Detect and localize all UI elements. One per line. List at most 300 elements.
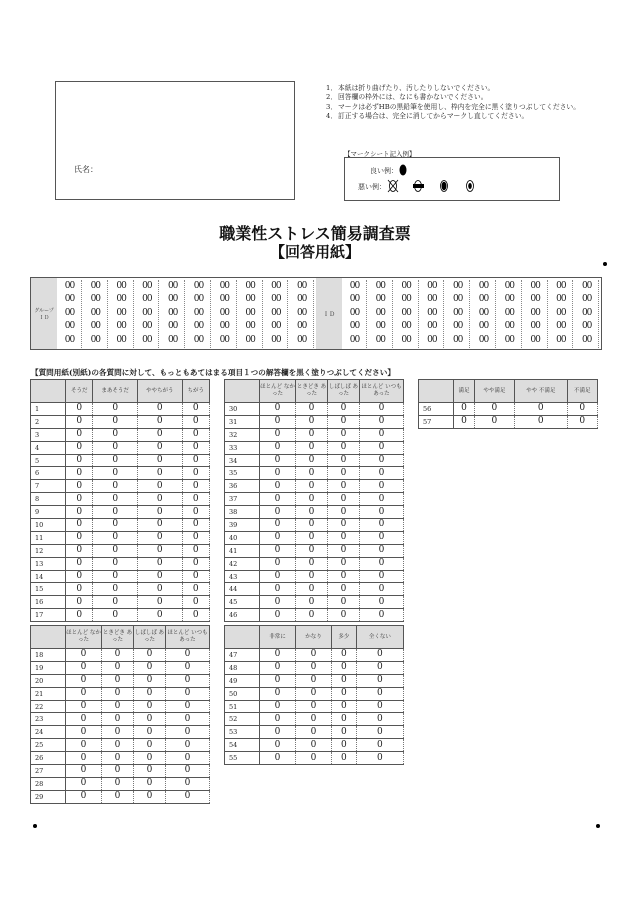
answer-bubble[interactable]: 0: [260, 583, 296, 596]
answer-bubble[interactable]: 0: [182, 480, 209, 493]
answer-bubble[interactable]: 0: [66, 428, 93, 441]
id-digit-column[interactable]: [343, 280, 367, 348]
id-bubble[interactable]: 00: [401, 334, 411, 345]
answer-bubble[interactable]: 0: [66, 441, 93, 454]
answer-bubble[interactable]: 0: [260, 531, 296, 544]
answer-bubble[interactable]: 0: [66, 700, 102, 713]
answer-bubble[interactable]: 0: [296, 570, 328, 583]
answer-bubble[interactable]: 0: [102, 765, 134, 778]
answer-bubble[interactable]: 0: [327, 428, 359, 441]
id-bubble[interactable]: 00: [375, 281, 386, 291]
answer-bubble[interactable]: 0: [93, 609, 138, 622]
id-bubble[interactable]: 00: [349, 294, 360, 305]
id-digit-column[interactable]: [549, 280, 573, 348]
answer-bubble[interactable]: 0: [296, 583, 328, 596]
answer-bubble[interactable]: 0: [567, 403, 597, 416]
answer-bubble[interactable]: 0: [133, 661, 165, 674]
answer-bubble[interactable]: 0: [66, 557, 93, 570]
answer-bubble[interactable]: 0: [66, 570, 93, 583]
answer-bubble[interactable]: 0: [93, 480, 138, 493]
answer-bubble[interactable]: 0: [182, 596, 209, 609]
answer-bubble[interactable]: 0: [93, 570, 138, 583]
answer-bubble[interactable]: 0: [66, 467, 93, 480]
answer-bubble[interactable]: 0: [93, 531, 138, 544]
answer-bubble[interactable]: 0: [260, 700, 296, 713]
answer-bubble[interactable]: 0: [137, 596, 182, 609]
answer-bubble[interactable]: 0: [137, 415, 182, 428]
answer-bubble[interactable]: 0: [102, 739, 134, 752]
answer-bubble[interactable]: 0: [182, 583, 209, 596]
answer-bubble[interactable]: 0: [93, 467, 138, 480]
answer-bubble[interactable]: 0: [66, 713, 102, 726]
id-bubble[interactable]: 00: [504, 321, 515, 332]
answer-bubble[interactable]: 0: [359, 441, 403, 454]
answer-bubble[interactable]: 0: [102, 674, 134, 687]
answer-bubble[interactable]: 0: [165, 790, 209, 803]
answer-bubble[interactable]: 0: [137, 544, 182, 557]
id-bubble[interactable]: 00: [296, 294, 307, 305]
answer-bubble[interactable]: 0: [356, 661, 403, 674]
answer-bubble[interactable]: 0: [359, 519, 403, 532]
id-bubble[interactable]: 00: [349, 321, 360, 332]
answer-table-2[interactable]: [30, 625, 210, 804]
answer-bubble[interactable]: 0: [332, 649, 357, 662]
answer-bubble[interactable]: 0: [296, 649, 332, 662]
id-bubble[interactable]: 00: [219, 307, 230, 318]
id-bubble[interactable]: 00: [478, 281, 489, 291]
answer-bubble[interactable]: 0: [137, 583, 182, 596]
id-bubble[interactable]: 00: [556, 294, 566, 305]
answer-bubble[interactable]: 0: [182, 609, 209, 622]
answer-bubble[interactable]: 0: [454, 415, 475, 428]
answer-bubble[interactable]: 0: [356, 687, 403, 700]
answer-bubble[interactable]: 0: [356, 649, 403, 662]
answer-bubble[interactable]: 0: [327, 493, 359, 506]
id-bubble[interactable]: 00: [245, 281, 255, 291]
answer-bubble[interactable]: 0: [260, 713, 296, 726]
id-bubble[interactable]: 00: [581, 321, 592, 332]
id-digit-column[interactable]: [524, 280, 548, 348]
answer-bubble[interactable]: 0: [296, 519, 328, 532]
answer-bubble[interactable]: 0: [137, 609, 182, 622]
id-digit-column[interactable]: [264, 280, 288, 348]
id-bubble[interactable]: 00: [116, 281, 126, 291]
id-bubble[interactable]: 00: [219, 294, 230, 305]
answer-bubble[interactable]: 0: [260, 557, 296, 570]
answer-bubble[interactable]: 0: [66, 790, 102, 803]
id-bubble[interactable]: 00: [116, 321, 126, 332]
id-digit-column[interactable]: [472, 280, 496, 348]
id-bubble[interactable]: 00: [193, 307, 204, 318]
id-digit-column[interactable]: [58, 280, 82, 348]
answer-table-1[interactable]: [30, 379, 210, 622]
id-bubble[interactable]: 00: [504, 307, 515, 318]
id-bubble[interactable]: 00: [271, 294, 281, 305]
answer-bubble[interactable]: 0: [327, 531, 359, 544]
answer-bubble[interactable]: 0: [296, 687, 332, 700]
answer-bubble[interactable]: 0: [66, 609, 93, 622]
id-bubble[interactable]: 00: [142, 307, 152, 318]
answer-bubble[interactable]: 0: [93, 428, 138, 441]
answer-bubble[interactable]: 0: [296, 467, 328, 480]
answer-bubble[interactable]: 0: [182, 557, 209, 570]
answer-bubble[interactable]: 0: [332, 752, 357, 765]
answer-bubble[interactable]: 0: [66, 480, 93, 493]
id-bubble[interactable]: 00: [64, 334, 75, 345]
answer-bubble[interactable]: 0: [182, 454, 209, 467]
id-bubble[interactable]: 00: [245, 334, 255, 345]
answer-bubble[interactable]: 0: [260, 454, 296, 467]
id-bubble[interactable]: 00: [452, 334, 463, 345]
answer-bubble[interactable]: 0: [359, 467, 403, 480]
id-bubble[interactable]: 00: [193, 294, 204, 305]
answer-bubble[interactable]: 0: [356, 674, 403, 687]
answer-bubble[interactable]: 0: [260, 687, 296, 700]
answer-bubble[interactable]: 0: [474, 403, 514, 416]
id-bubble[interactable]: 00: [142, 281, 152, 291]
id-digit-column[interactable]: [395, 280, 419, 348]
answer-bubble[interactable]: 0: [359, 583, 403, 596]
answer-bubble[interactable]: 0: [296, 415, 328, 428]
id-bubble[interactable]: 00: [219, 334, 230, 345]
answer-bubble[interactable]: 0: [359, 403, 403, 416]
id-bubble[interactable]: 00: [375, 334, 386, 345]
answer-bubble[interactable]: 0: [359, 493, 403, 506]
answer-bubble[interactable]: 0: [260, 570, 296, 583]
id-bubble[interactable]: 00: [245, 307, 255, 318]
answer-bubble[interactable]: 0: [137, 519, 182, 532]
id-bubble[interactable]: 00: [530, 294, 540, 305]
answer-bubble[interactable]: 0: [66, 661, 102, 674]
answer-bubble[interactable]: 0: [137, 506, 182, 519]
answer-bubble[interactable]: 0: [165, 674, 209, 687]
answer-bubble[interactable]: 0: [137, 493, 182, 506]
answer-bubble[interactable]: 0: [66, 687, 102, 700]
id-bubble[interactable]: 00: [401, 294, 411, 305]
id-bubble[interactable]: 00: [452, 321, 463, 332]
answer-bubble[interactable]: 0: [359, 544, 403, 557]
id-bubble[interactable]: 00: [245, 294, 255, 305]
id-digit-column[interactable]: [575, 280, 599, 348]
answer-bubble[interactable]: 0: [260, 726, 296, 739]
id-bubble[interactable]: 00: [530, 334, 540, 345]
answer-bubble[interactable]: 0: [133, 739, 165, 752]
id-digit-column[interactable]: [239, 280, 263, 348]
id-bubble[interactable]: 00: [556, 334, 566, 345]
id-bubble[interactable]: 00: [581, 307, 592, 318]
answer-bubble[interactable]: 0: [66, 674, 102, 687]
id-bubble[interactable]: 00: [581, 334, 592, 345]
id-digit-column[interactable]: [187, 280, 211, 348]
answer-bubble[interactable]: 0: [165, 739, 209, 752]
answer-bubble[interactable]: 0: [260, 403, 296, 416]
id-bubble[interactable]: 00: [581, 281, 592, 291]
id-bubble[interactable]: 00: [478, 334, 489, 345]
id-bubble[interactable]: 00: [401, 307, 411, 318]
answer-bubble[interactable]: 0: [182, 428, 209, 441]
answer-bubble[interactable]: 0: [137, 441, 182, 454]
id-bubble[interactable]: 00: [64, 281, 75, 291]
answer-bubble[interactable]: 0: [567, 415, 597, 428]
answer-bubble[interactable]: 0: [327, 403, 359, 416]
answer-bubble[interactable]: 0: [260, 415, 296, 428]
id-bubble[interactable]: 00: [296, 281, 307, 291]
answer-bubble[interactable]: 0: [102, 726, 134, 739]
id-bubble[interactable]: 00: [167, 321, 178, 332]
answer-bubble[interactable]: 0: [165, 765, 209, 778]
answer-bubble[interactable]: 0: [327, 609, 359, 622]
answer-bubble[interactable]: 0: [296, 609, 328, 622]
answer-bubble[interactable]: 0: [260, 467, 296, 480]
answer-bubble[interactable]: 0: [296, 454, 328, 467]
answer-bubble[interactable]: 0: [356, 700, 403, 713]
answer-bubble[interactable]: 0: [133, 700, 165, 713]
answer-bubble[interactable]: 0: [356, 713, 403, 726]
answer-bubble[interactable]: 0: [327, 583, 359, 596]
id-bubble[interactable]: 00: [167, 281, 178, 291]
answer-bubble[interactable]: 0: [332, 661, 357, 674]
id-bubble[interactable]: 00: [504, 334, 515, 345]
answer-bubble[interactable]: 0: [296, 480, 328, 493]
id-bubble[interactable]: 00: [271, 321, 281, 332]
id-bubble[interactable]: 00: [271, 307, 281, 318]
answer-bubble[interactable]: 0: [93, 583, 138, 596]
answer-table-3[interactable]: [224, 379, 404, 622]
id-bubble[interactable]: 00: [452, 294, 463, 305]
answer-bubble[interactable]: 0: [332, 687, 357, 700]
id-digit-column[interactable]: [84, 280, 108, 348]
answer-bubble[interactable]: 0: [359, 454, 403, 467]
answer-bubble[interactable]: 0: [359, 557, 403, 570]
id-bubble[interactable]: 00: [581, 294, 592, 305]
answer-bubble[interactable]: 0: [182, 403, 209, 416]
id-bubble[interactable]: 00: [452, 307, 463, 318]
answer-bubble[interactable]: 0: [260, 661, 296, 674]
id-bubble[interactable]: 00: [90, 294, 101, 305]
answer-bubble[interactable]: 0: [359, 531, 403, 544]
answer-bubble[interactable]: 0: [165, 726, 209, 739]
answer-table-4[interactable]: [224, 625, 404, 765]
answer-table-5[interactable]: [418, 379, 598, 429]
answer-bubble[interactable]: 0: [296, 428, 328, 441]
id-bubble[interactable]: 00: [167, 294, 178, 305]
answer-bubble[interactable]: 0: [133, 687, 165, 700]
id-bubble[interactable]: 00: [504, 294, 515, 305]
answer-bubble[interactable]: 0: [137, 480, 182, 493]
answer-bubble[interactable]: 0: [260, 493, 296, 506]
answer-bubble[interactable]: 0: [66, 765, 102, 778]
answer-bubble[interactable]: 0: [102, 777, 134, 790]
answer-bubble[interactable]: 0: [93, 493, 138, 506]
id-bubble[interactable]: 00: [530, 281, 540, 291]
answer-bubble[interactable]: 0: [332, 713, 357, 726]
answer-bubble[interactable]: 0: [296, 726, 332, 739]
answer-bubble[interactable]: 0: [137, 454, 182, 467]
id-bubble[interactable]: 00: [556, 307, 566, 318]
id-bubble[interactable]: 00: [90, 307, 101, 318]
answer-bubble[interactable]: 0: [356, 739, 403, 752]
answer-bubble[interactable]: 0: [93, 415, 138, 428]
answer-bubble[interactable]: 0: [327, 519, 359, 532]
id-bubble[interactable]: 00: [296, 307, 307, 318]
answer-bubble[interactable]: 0: [137, 570, 182, 583]
id-bubble[interactable]: 00: [478, 321, 489, 332]
answer-bubble[interactable]: 0: [66, 506, 93, 519]
answer-bubble[interactable]: 0: [133, 790, 165, 803]
answer-bubble[interactable]: 0: [327, 506, 359, 519]
answer-bubble[interactable]: 0: [182, 467, 209, 480]
answer-bubble[interactable]: 0: [93, 454, 138, 467]
answer-bubble[interactable]: 0: [260, 441, 296, 454]
answer-bubble[interactable]: 0: [332, 726, 357, 739]
answer-bubble[interactable]: 0: [514, 403, 567, 416]
answer-bubble[interactable]: 0: [327, 557, 359, 570]
answer-bubble[interactable]: 0: [260, 609, 296, 622]
answer-bubble[interactable]: 0: [359, 415, 403, 428]
answer-bubble[interactable]: 0: [359, 480, 403, 493]
id-bubble[interactable]: 00: [530, 321, 540, 332]
answer-bubble[interactable]: 0: [514, 415, 567, 428]
answer-bubble[interactable]: 0: [137, 531, 182, 544]
id-bubble[interactable]: 00: [90, 334, 101, 345]
id-bubble[interactable]: 00: [245, 321, 255, 332]
answer-bubble[interactable]: 0: [66, 544, 93, 557]
answer-bubble[interactable]: 0: [133, 674, 165, 687]
answer-bubble[interactable]: 0: [327, 415, 359, 428]
answer-bubble[interactable]: 0: [332, 700, 357, 713]
answer-bubble[interactable]: 0: [66, 531, 93, 544]
answer-bubble[interactable]: 0: [93, 557, 138, 570]
answer-bubble[interactable]: 0: [66, 454, 93, 467]
answer-bubble[interactable]: 0: [66, 596, 93, 609]
id-bubble[interactable]: 00: [167, 307, 178, 318]
answer-bubble[interactable]: 0: [296, 713, 332, 726]
id-bubble[interactable]: 00: [556, 321, 566, 332]
id-digit-column[interactable]: [369, 280, 393, 348]
answer-bubble[interactable]: 0: [93, 519, 138, 532]
answer-bubble[interactable]: 0: [296, 596, 328, 609]
answer-bubble[interactable]: 0: [133, 713, 165, 726]
answer-bubble[interactable]: 0: [137, 467, 182, 480]
answer-bubble[interactable]: 0: [133, 726, 165, 739]
id-bubble[interactable]: 00: [167, 334, 178, 345]
answer-bubble[interactable]: 0: [66, 726, 102, 739]
answer-bubble[interactable]: 0: [102, 649, 134, 662]
id-bubble[interactable]: 00: [193, 281, 204, 291]
id-bubble[interactable]: 00: [401, 321, 411, 332]
answer-bubble[interactable]: 0: [296, 506, 328, 519]
id-bubble[interactable]: 00: [349, 281, 360, 291]
id-bubble[interactable]: 00: [375, 321, 386, 332]
id-bubble[interactable]: 00: [427, 334, 437, 345]
id-bubble[interactable]: 00: [296, 321, 307, 332]
answer-bubble[interactable]: 0: [137, 428, 182, 441]
answer-bubble[interactable]: 0: [182, 415, 209, 428]
answer-bubble[interactable]: 0: [93, 403, 138, 416]
answer-bubble[interactable]: 0: [359, 609, 403, 622]
id-digit-column[interactable]: [446, 280, 470, 348]
answer-bubble[interactable]: 0: [296, 661, 332, 674]
answer-bubble[interactable]: 0: [296, 557, 328, 570]
id-digit-column[interactable]: [420, 280, 444, 348]
id-bubble[interactable]: 00: [556, 281, 566, 291]
id-bubble[interactable]: 00: [142, 334, 152, 345]
answer-bubble[interactable]: 0: [296, 739, 332, 752]
answer-bubble[interactable]: 0: [296, 674, 332, 687]
id-bubble[interactable]: 00: [64, 294, 75, 305]
id-bubble[interactable]: 00: [504, 281, 515, 291]
answer-bubble[interactable]: 0: [165, 649, 209, 662]
id-bubble[interactable]: 00: [530, 307, 540, 318]
answer-bubble[interactable]: 0: [102, 790, 134, 803]
answer-bubble[interactable]: 0: [327, 441, 359, 454]
answer-bubble[interactable]: 0: [327, 570, 359, 583]
id-bubble[interactable]: 00: [271, 334, 281, 345]
answer-bubble[interactable]: 0: [296, 403, 328, 416]
answer-bubble[interactable]: 0: [327, 544, 359, 557]
answer-bubble[interactable]: 0: [327, 454, 359, 467]
id-bubble[interactable]: 00: [142, 294, 152, 305]
answer-bubble[interactable]: 0: [260, 752, 296, 765]
id-bubble[interactable]: 00: [478, 294, 489, 305]
answer-bubble[interactable]: 0: [133, 649, 165, 662]
answer-bubble[interactable]: 0: [66, 519, 93, 532]
id-digit-column[interactable]: [135, 280, 159, 348]
id-bubble[interactable]: 00: [64, 321, 75, 332]
id-bubble[interactable]: 00: [427, 321, 437, 332]
answer-bubble[interactable]: 0: [137, 403, 182, 416]
id-bubble[interactable]: 00: [271, 281, 281, 291]
answer-bubble[interactable]: 0: [356, 752, 403, 765]
answer-bubble[interactable]: 0: [327, 596, 359, 609]
answer-bubble[interactable]: 0: [165, 687, 209, 700]
answer-bubble[interactable]: 0: [260, 596, 296, 609]
answer-bubble[interactable]: 0: [359, 506, 403, 519]
answer-bubble[interactable]: 0: [296, 441, 328, 454]
id-bubble[interactable]: 00: [116, 307, 126, 318]
answer-bubble[interactable]: 0: [182, 570, 209, 583]
id-bubble[interactable]: 00: [478, 307, 489, 318]
id-bubble[interactable]: 00: [375, 307, 386, 318]
answer-bubble[interactable]: 0: [260, 506, 296, 519]
answer-bubble[interactable]: 0: [260, 544, 296, 557]
id-bubble[interactable]: 00: [219, 321, 230, 332]
answer-bubble[interactable]: 0: [102, 752, 134, 765]
answer-bubble[interactable]: 0: [332, 739, 357, 752]
id-bubble[interactable]: 00: [349, 334, 360, 345]
answer-bubble[interactable]: 0: [66, 493, 93, 506]
answer-bubble[interactable]: 0: [165, 713, 209, 726]
answer-bubble[interactable]: 0: [66, 583, 93, 596]
id-bubble[interactable]: 00: [219, 281, 230, 291]
answer-bubble[interactable]: 0: [66, 739, 102, 752]
answer-bubble[interactable]: 0: [182, 506, 209, 519]
answer-bubble[interactable]: 0: [356, 726, 403, 739]
answer-bubble[interactable]: 0: [182, 544, 209, 557]
answer-bubble[interactable]: 0: [296, 700, 332, 713]
answer-bubble[interactable]: 0: [102, 687, 134, 700]
answer-bubble[interactable]: 0: [296, 493, 328, 506]
answer-bubble[interactable]: 0: [182, 441, 209, 454]
answer-bubble[interactable]: 0: [327, 480, 359, 493]
id-bubble[interactable]: 00: [401, 281, 411, 291]
answer-bubble[interactable]: 0: [474, 415, 514, 428]
answer-bubble[interactable]: 0: [327, 467, 359, 480]
id-bubble[interactable]: 00: [427, 281, 437, 291]
name-box[interactable]: [55, 81, 295, 200]
id-bubble[interactable]: 00: [427, 294, 437, 305]
answer-bubble[interactable]: 0: [182, 493, 209, 506]
